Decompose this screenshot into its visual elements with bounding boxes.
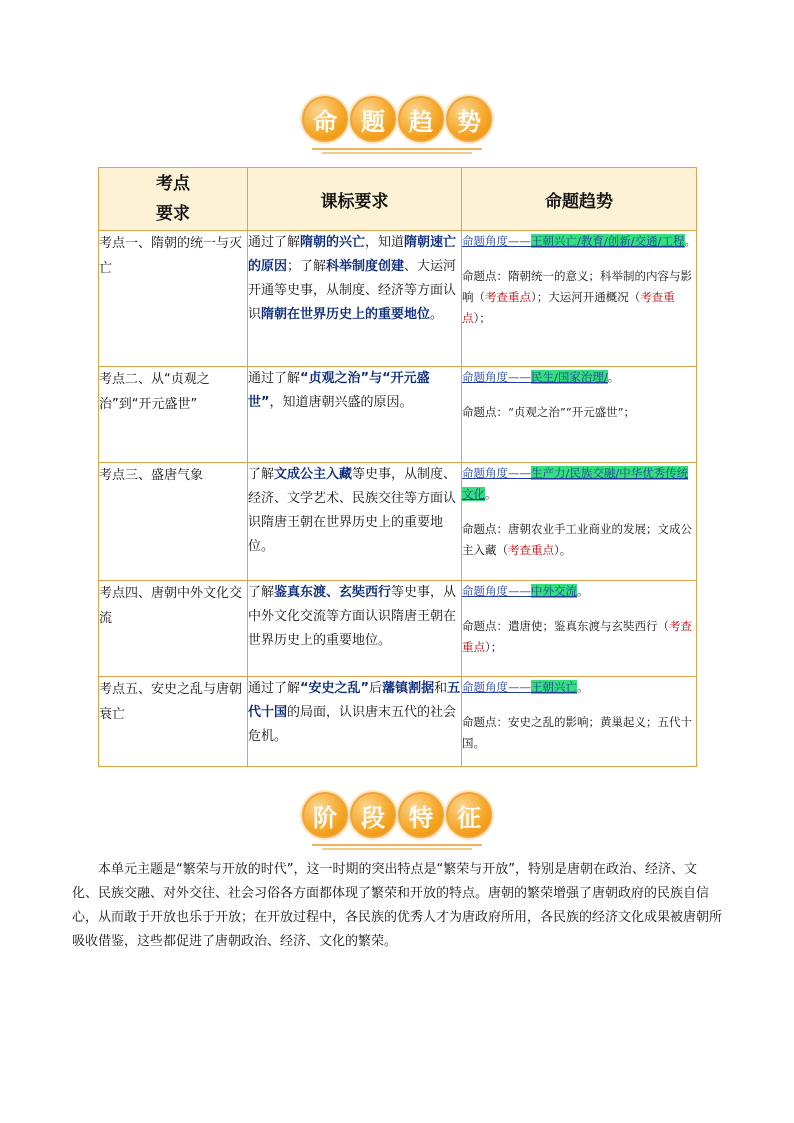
spacer — [462, 602, 696, 616]
table-row — [99, 231, 697, 367]
req-text: 等史事，从制度、经济、文学艺术、民族交往等方面认识隋唐王朝在世界历史上的重要地位。 — [248, 467, 457, 554]
angle-line — [462, 463, 696, 505]
spacer — [462, 252, 696, 266]
trend-cell — [462, 581, 697, 677]
req-text: 的局面，认识唐末五代的社会危机。 — [248, 705, 457, 744]
header-kp — [99, 168, 248, 231]
curriculum-cell — [248, 367, 462, 463]
key-point-tag: 考查重点 — [462, 619, 692, 654]
heading-char: 阶 — [302, 792, 348, 838]
curriculum-cell — [248, 677, 462, 767]
points-line — [462, 712, 696, 754]
header-kp-line2: 要求 — [156, 204, 190, 224]
heading-char: 命 — [302, 96, 348, 142]
spacer — [462, 698, 696, 712]
req-text: 隋朝速亡的原因 — [248, 235, 457, 274]
angle-label: 命题角度—— — [462, 370, 531, 384]
req-text: 。 — [430, 307, 444, 322]
points-text: ）； — [485, 640, 503, 654]
angle-line — [462, 367, 696, 388]
trend-cell — [462, 231, 697, 367]
req-text: 、大运河开通等史事，从制度、经济等方面认识 — [248, 259, 457, 322]
points-text: 命题点：唐朝农业手工业商业的发展；文成公主入藏（ — [462, 522, 692, 557]
angle-line — [462, 581, 696, 602]
trend-cell — [462, 367, 697, 463]
kaodian-cell: 考点二、从“贞观之治”到“开元盛世” — [99, 367, 248, 463]
spacer — [462, 388, 696, 402]
req-text: ，知道唐朝兴盛的原因。 — [269, 395, 413, 410]
req-text: ；了解 — [287, 259, 327, 274]
req-text: 了解 — [248, 585, 275, 600]
heading-underline — [312, 146, 482, 154]
points-text: 命题点：遣唐使；鉴真东渡与玄奘西行（ — [462, 619, 669, 633]
key-point-tag: 考查重点 — [462, 290, 675, 325]
req-text: 通过了解 — [248, 681, 301, 696]
kaodian-cell: 考点五、安史之乱与唐朝衰亡 — [99, 677, 248, 767]
heading-char: 段 — [350, 792, 396, 838]
curriculum-cell — [248, 581, 462, 677]
angle-end: 。 — [577, 584, 589, 598]
points-line — [462, 616, 696, 658]
curriculum-cell — [248, 231, 462, 367]
angle-end: 。 — [577, 680, 589, 694]
kaodian-cell: 考点一、隋朝的统一与灭亡 — [99, 231, 248, 367]
table-row — [99, 367, 697, 463]
req-text: 后 — [369, 681, 383, 696]
heading-trend — [0, 96, 794, 154]
heading-char: 趋 — [398, 96, 444, 142]
req-text: 五代十国 — [248, 681, 461, 720]
req-text: 隋朝的兴亡 — [300, 235, 366, 250]
table-row — [99, 581, 697, 677]
kaodian-cell: 考点四、唐朝中外文化交流 — [99, 581, 248, 677]
req-text: 了解 — [248, 467, 275, 482]
req-text: 等史事，从中外文化交流等方面认识隋唐王朝在世界历史上的重要地位。 — [248, 585, 457, 648]
curriculum-cell — [248, 463, 462, 581]
heading-char: 特 — [398, 792, 444, 838]
points-line — [462, 519, 696, 561]
header-trend: 命题趋势 — [462, 168, 697, 231]
key-point-tag: 考查重点 — [508, 543, 554, 557]
angle-label: 命题角度—— — [462, 234, 531, 248]
heading-stage — [0, 792, 794, 850]
req-text: 通过了解 — [248, 371, 301, 386]
table-row — [99, 463, 697, 581]
req-text: ，知道 — [365, 235, 405, 250]
header-kp-line1: 考点 — [156, 174, 190, 194]
req-text: 鉴真东渡、玄奘西行 — [274, 585, 392, 600]
req-text: 藩镇割据 — [382, 681, 435, 696]
angle-label: 命题角度—— — [462, 680, 531, 694]
angle-end: 。 — [607, 370, 620, 384]
angle-highlight: 中外交流 — [531, 584, 577, 598]
table-header-row — [99, 168, 697, 231]
angle-label: 命题角度—— — [462, 584, 531, 598]
angle-highlight: 民生/国家治理/ — [531, 370, 608, 384]
header-req: 课标要求 — [248, 168, 462, 231]
points-line — [462, 402, 696, 423]
req-text: 隋朝在世界历史上的重要地位 — [261, 307, 431, 322]
points-line — [462, 266, 696, 329]
req-text: “安史之乱” — [300, 681, 370, 696]
summary-paragraph: 本单元主题是“繁荣与开放的时代”，这一时期的突出特点是“繁荣与开放”，特别是唐朝在政治、经济、文化、民族交融、对外交往、社会习俗各方面都体现了繁荣和开放的特点。唐朝的繁荣增强了唐朝政府的民族自信心，从而敢于开放也乐于开放；在开放过程中，各民族的优秀人才为唐政府所用，各民族的经济文化成果被唐朝所吸收借鉴，这些都促进了唐朝政治、经济、文化的繁荣。 — [72, 862, 723, 949]
req-text: 科举制度创建 — [326, 259, 405, 274]
exam-table — [98, 167, 697, 767]
angle-line — [462, 677, 696, 698]
req-text: 文成公主入藏 — [274, 467, 353, 482]
heading-char: 势 — [446, 96, 492, 142]
points-text: ）。 — [554, 543, 572, 557]
heading-char: 题 — [350, 96, 396, 142]
heading-underline — [312, 842, 482, 850]
points-text: 命题点：安史之乱的影响；黄巢起义；五代十国。 — [462, 715, 692, 750]
req-text: 通过了解 — [248, 235, 301, 250]
angle-line — [462, 231, 696, 252]
angle-highlight: 生产力/民族交融/中华优秀传统文化 — [462, 466, 689, 501]
angle-highlight: 王朝兴亡 — [531, 680, 577, 694]
req-text: 和 — [434, 681, 448, 696]
points-text: ）；大运河开通概况（ — [531, 290, 641, 304]
trend-cell — [462, 677, 697, 767]
trend-cell — [462, 463, 697, 581]
req-text: “贞观之治”与“开元盛世” — [248, 371, 430, 410]
angle-end: 。 — [485, 487, 497, 501]
points-text: ）； — [473, 311, 491, 325]
points-text: 命题点：“贞观之治”“开元盛世”； — [462, 405, 636, 419]
angle-label: 命题角度—— — [462, 466, 531, 480]
key-point-tag: 考查重点 — [485, 290, 531, 304]
table-row — [99, 677, 697, 767]
angle-end: 。 — [684, 234, 696, 248]
heading-char: 征 — [446, 792, 492, 838]
kaodian-cell: 考点三、盛唐气象 — [99, 463, 248, 581]
points-text: 命题点：隋朝统一的意义；科举制的内容与影响（ — [462, 269, 692, 304]
angle-highlight: 王朝兴亡/教育/创新/交通/工程 — [531, 234, 685, 248]
spacer — [462, 505, 696, 519]
